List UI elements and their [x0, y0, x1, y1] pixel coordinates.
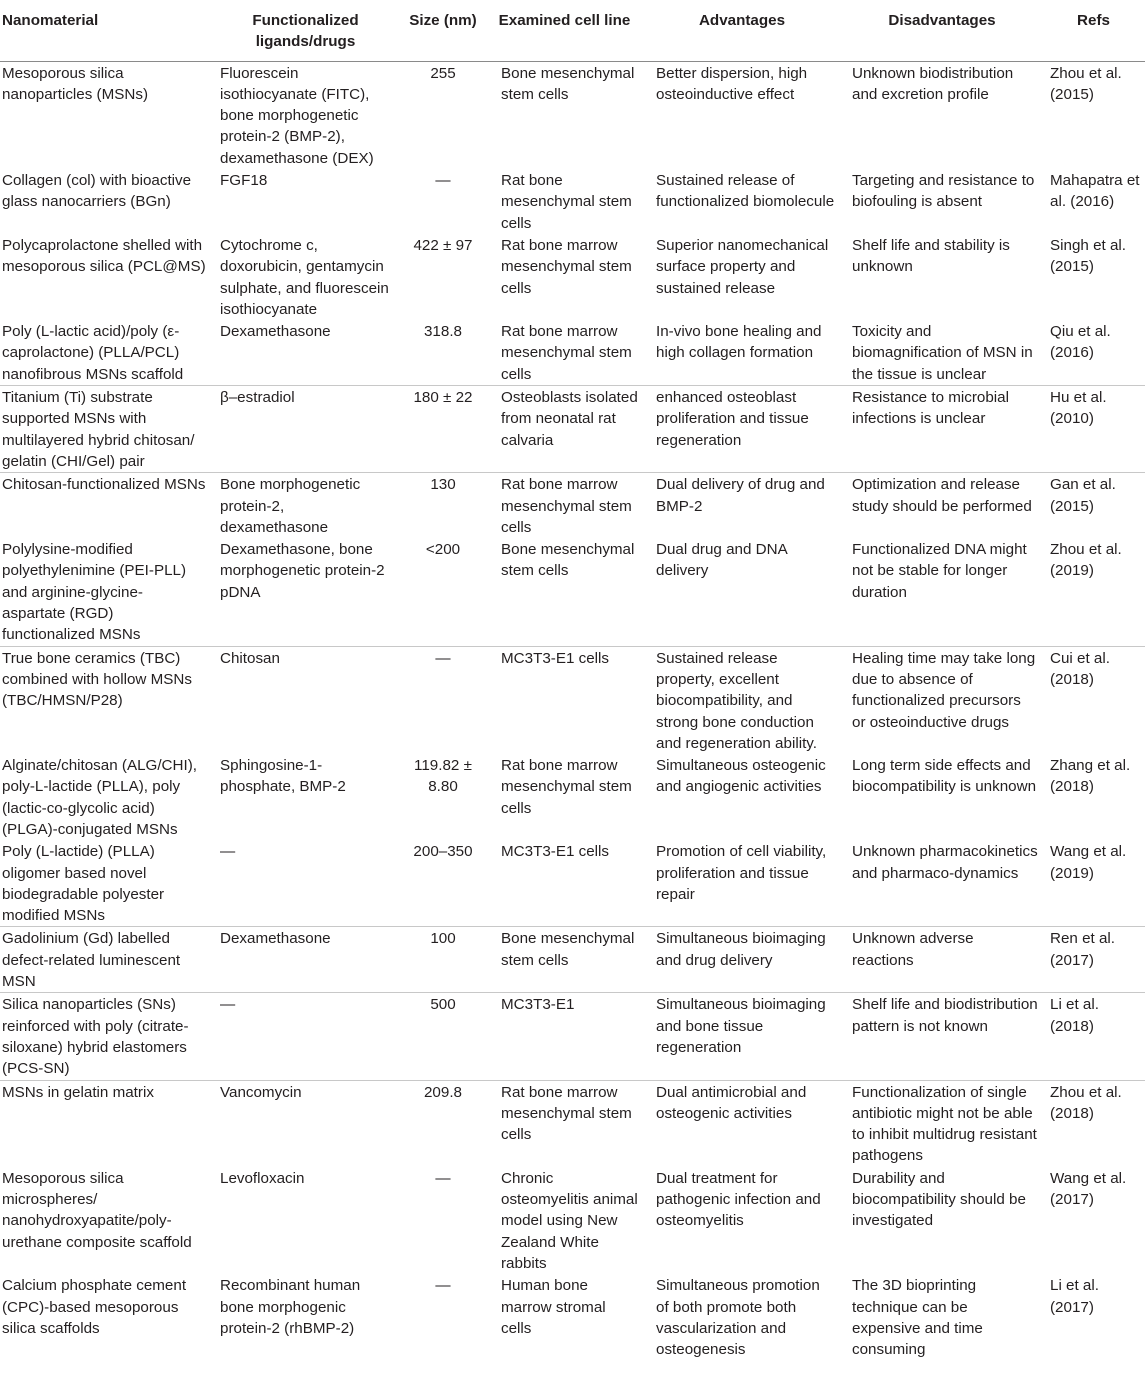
table-row	[0, 646, 1145, 754]
disadvantages-cell: Shelf life and stability is unknown	[852, 236, 1010, 276]
cell-line-cell: Rat bone marrow mesenchymal stem cells	[501, 476, 632, 536]
refs-cell: Li et al. (2018)	[1042, 993, 1145, 1080]
advantages-cell: Sustained release of functionalized biomolecule	[656, 172, 835, 211]
size-cell: 200–350	[399, 840, 487, 927]
disadvantages-cell: Toxicity and biomagnification of MSN in the tissue is unclear	[842, 320, 1042, 385]
disadvantages-cell: Targeting and resistance to biofouling is absent	[852, 172, 1035, 211]
nanomaterial-cell: Collagen (col) with bioactive glass nanocarriers (BGn)	[2, 172, 192, 211]
ligands-cell: Dexamethasone	[212, 320, 399, 385]
ligands-cell: FGF18	[220, 172, 268, 190]
advantages-cell: Simultaneous promotion of both promote both vascularization and osteogenesis	[656, 1277, 820, 1359]
advantages-cell: Promotion of cell viability, proliferation and tissue repair	[642, 840, 842, 927]
cell-line-cell: Human bone marrow stromal cells	[501, 1277, 606, 1337]
disadvantages-cell: Functionalization of single antibiotic might not be able to inhibit multidrug resistant pathogens	[852, 1083, 1037, 1165]
nanomaterial-cell: Calcium phosphate cement (CPC)-based mesoporous silica scaffolds	[2, 1277, 187, 1337]
table-row	[0, 234, 1145, 320]
cell-line-cell: Rat bone mesenchymal stem cells	[501, 172, 632, 232]
size-cell: 500	[399, 993, 487, 1080]
size-cell: —	[435, 1169, 451, 1187]
size-cell: 130	[430, 476, 456, 494]
nanomaterial-cell: Chitosan-functionalized MSNs	[2, 476, 206, 494]
advantages-cell: Sustained release property, excellent biocompatibility, and strong bone conduction and regeneration ability.	[656, 649, 817, 752]
nanomaterial-cell: True bone ceramics (TBC) combined with hollow MSNs (TBC/HMSN/P28)	[2, 649, 192, 710]
ligands-cell: Dexamethasone, bone morphogenetic protein-2 pDNA	[212, 538, 399, 646]
refs-cell: Hu et al. (2010)	[1042, 386, 1145, 473]
cell-line-cell: Rat bone marrow mesenchymal stem cells	[501, 236, 632, 297]
cell-line-cell: MC3T3-E1 cells	[501, 649, 610, 667]
nanomaterial-cell: Mesoporous silica microspheres/ nanohydroxyapatite/poly-urethane composite scaffold	[2, 1169, 192, 1251]
refs-cell: Ren et al. (2017)	[1042, 927, 1145, 993]
refs-cell: Zhou et al. (2019)	[1042, 538, 1145, 646]
header-refs: Refs	[1042, 0, 1145, 61]
header-size: Size (nm)	[399, 0, 487, 61]
cell-line-cell: Osteoblasts isolated from neonatal rat calvaria	[487, 386, 642, 473]
disadvantages-cell: Long term side effects and biocompatibility is unknown	[852, 757, 1037, 796]
ligands-cell: Vancomycin	[220, 1083, 302, 1101]
table-row	[0, 169, 1145, 234]
refs-cell: Qiu et al. (2016)	[1042, 320, 1145, 385]
cell-line-cell: Bone mesenchymal stem cells	[487, 927, 642, 993]
nanomaterial-cell: Polylysine-modified polyethylenimine (PEI-PLL) and arginine-glycine-aspartate (RGD) functionalized MSNs	[0, 538, 212, 646]
nanomaterial-cell: Polycaprolactone shelled with mesoporous silica (PCL@MS)	[2, 236, 206, 276]
refs-cell: Zhang et al. (2018)	[1050, 757, 1131, 796]
table-row	[0, 473, 1145, 538]
nanomaterial-cell: Gadolinium (Gd) labelled defect-related luminescent MSN	[0, 927, 212, 993]
table-row	[0, 320, 1145, 385]
header-advantages: Advantages	[642, 0, 842, 61]
cell-line-cell: MC3T3-E1 cells	[487, 840, 642, 927]
refs-cell: Zhou et al. (2015)	[1050, 64, 1122, 103]
ligands-cell: Recombinant human bone morphogenic protein-2 (rhBMP-2)	[220, 1277, 361, 1337]
size-cell: 318.8	[399, 320, 487, 385]
ligands-cell: Chitosan	[220, 649, 280, 667]
advantages-cell: Dual treatment for pathogenic infection and osteomyelitis	[656, 1169, 821, 1230]
advantages-cell: Better dispersion, high osteoinductive effect	[656, 64, 808, 103]
disadvantages-cell: The 3D bioprinting technique can be expensive and time consuming	[852, 1277, 983, 1359]
table-row	[0, 754, 1145, 840]
nanomaterial-cell: Mesoporous silica nanoparticles (MSNs)	[2, 64, 149, 103]
refs-cell: Mahapatra et al. (2016)	[1050, 172, 1140, 211]
table-row	[0, 1274, 1145, 1360]
cell-line-cell: MC3T3-E1	[487, 993, 642, 1080]
nanomaterial-cell: MSNs in gelatin matrix	[2, 1083, 154, 1101]
header-ligands: Functionalized ligands/drugs	[212, 0, 399, 61]
size-cell: 100	[399, 927, 487, 993]
cell-line-cell: Chronic osteomyelitis animal model using New Zealand White rabbits	[501, 1169, 638, 1272]
nanomaterial-cell: Silica nanoparticles (SNs) reinforced with poly (citrate-siloxane) hybrid elastomers (PCS-SN)	[0, 993, 212, 1080]
table-row	[0, 840, 1145, 927]
nanomaterial-cell: Titanium (Ti) substrate supported MSNs with multilayered hybrid chitosan/ gelatin (CHI/Gel) pair	[0, 386, 212, 473]
advantages-cell: Dual antimicrobial and osteogenic activities	[656, 1083, 807, 1122]
size-cell: 209.8	[423, 1083, 462, 1101]
refs-cell: Li et al. (2017)	[1050, 1277, 1099, 1316]
size-cell: —	[435, 172, 451, 190]
advantages-cell: Dual delivery of drug and BMP-2	[656, 476, 825, 515]
table-row	[0, 386, 1145, 473]
disadvantages-cell: Resistance to microbial infections is unclear	[842, 386, 1042, 473]
advantages-cell: Superior nanomechanical surface property and sustained release	[656, 236, 829, 297]
nanomaterial-cell: Alginate/chitosan (ALG/CHI), poly-L-lactide (PLLA), poly (lactic-co-glycolic acid) (PLGA)-conjugated MSNs	[2, 757, 197, 838]
table-row	[0, 538, 1145, 646]
table-body	[0, 61, 1145, 1360]
table-row	[0, 993, 1145, 1080]
ligands-cell: Levofloxacin	[220, 1169, 305, 1187]
refs-cell: Wang et al. (2017)	[1050, 1169, 1127, 1209]
advantages-cell: In-vivo bone healing and high collagen formation	[642, 320, 842, 385]
ligands-cell: Fluorescein isothiocyanate (FITC), bone morphogenetic protein-2 (BMP-2), dexamethasone (DEX)	[220, 64, 374, 167]
ligands-cell: Cytochrome c, doxorubicin, gentamycin sulphate, and fluorescein isothiocyanate	[220, 236, 389, 318]
disadvantages-cell: Functionalized DNA might not be stable for longer duration	[842, 538, 1042, 646]
refs-cell: Cui et al. (2018)	[1050, 649, 1110, 688]
disadvantages-cell: Durability and biocompatibility should be investigated	[852, 1169, 1026, 1230]
size-cell: 422 ± 97	[413, 236, 473, 254]
advantages-cell: Simultaneous osteogenic and angiogenic activities	[656, 757, 826, 796]
table-row	[0, 1167, 1145, 1274]
disadvantages-cell: Optimization and release study should be performed	[852, 476, 1032, 515]
ligands-cell: —	[212, 840, 399, 927]
table-row	[0, 927, 1145, 993]
header-nanomaterial: Nanomaterial	[0, 0, 212, 61]
ligands-cell: —	[212, 993, 399, 1080]
refs-cell: Wang et al. (2019)	[1042, 840, 1145, 927]
disadvantages-cell: Shelf life and biodistribution pattern is not known	[842, 993, 1042, 1080]
ligands-cell: Dexamethasone	[212, 927, 399, 993]
cell-line-cell: Rat bone marrow mesenchymal stem cells	[501, 1083, 632, 1144]
advantages-cell: Simultaneous bioimaging and bone tissue regeneration	[642, 993, 842, 1080]
ligands-cell: β–estradiol	[212, 386, 399, 473]
size-cell: 255	[430, 64, 456, 82]
advantages-cell: Dual drug and DNA delivery	[642, 538, 842, 646]
disadvantages-cell: Healing time may take long due to absence of functionalized precursors or osteoinductive drugs	[852, 649, 1036, 731]
cell-line-cell: Bone mesenchymal stem cells	[501, 64, 635, 103]
disadvantages-cell: Unknown biodistribution and excretion profile	[852, 64, 1014, 103]
size-cell: —	[435, 1277, 451, 1295]
disadvantages-cell: Unknown pharmacokinetics and pharmaco-dynamics	[842, 840, 1042, 927]
table-row	[0, 61, 1145, 169]
table-row	[0, 1080, 1145, 1167]
refs-cell: Zhou et al. (2018)	[1050, 1083, 1122, 1122]
disadvantages-cell: Unknown adverse reactions	[842, 927, 1042, 993]
size-cell: <200	[399, 538, 487, 646]
advantages-cell: enhanced osteoblast proliferation and tissue regeneration	[642, 386, 842, 473]
size-cell: —	[435, 649, 451, 667]
nanomaterial-cell: Poly (L-lactic acid)/poly (ε-caprolactone) (PLLA/PCL) nanofibrous MSNs scaffold	[0, 320, 212, 385]
cell-line-cell: Rat bone marrow mesenchymal stem cells	[501, 757, 632, 817]
size-cell: 119.82 ± 8.80	[414, 757, 472, 796]
header-disadvantages: Disadvantages	[842, 0, 1042, 61]
size-cell: 180 ± 22	[399, 386, 487, 473]
ligands-cell: Bone morphogenetic protein-2, dexamethasone	[220, 476, 361, 536]
cell-line-cell: Bone mesenchymal stem cells	[487, 538, 642, 646]
header-cell-line: Examined cell line	[487, 0, 642, 61]
refs-cell: Gan et al. (2015)	[1050, 476, 1116, 515]
nanomaterial-cell: Poly (L-lactide) (PLLA) oligomer based novel biodegradable polyester modified MSNs	[0, 840, 212, 927]
refs-cell: Singh et al. (2015)	[1050, 236, 1126, 276]
ligands-cell: Sphingosine-1-phosphate, BMP-2	[220, 757, 346, 796]
cell-line-cell: Rat bone marrow mesenchymal stem cells	[487, 320, 642, 385]
header-row	[0, 0, 1145, 61]
advantages-cell: Simultaneous bioimaging and drug delivery	[642, 927, 842, 993]
